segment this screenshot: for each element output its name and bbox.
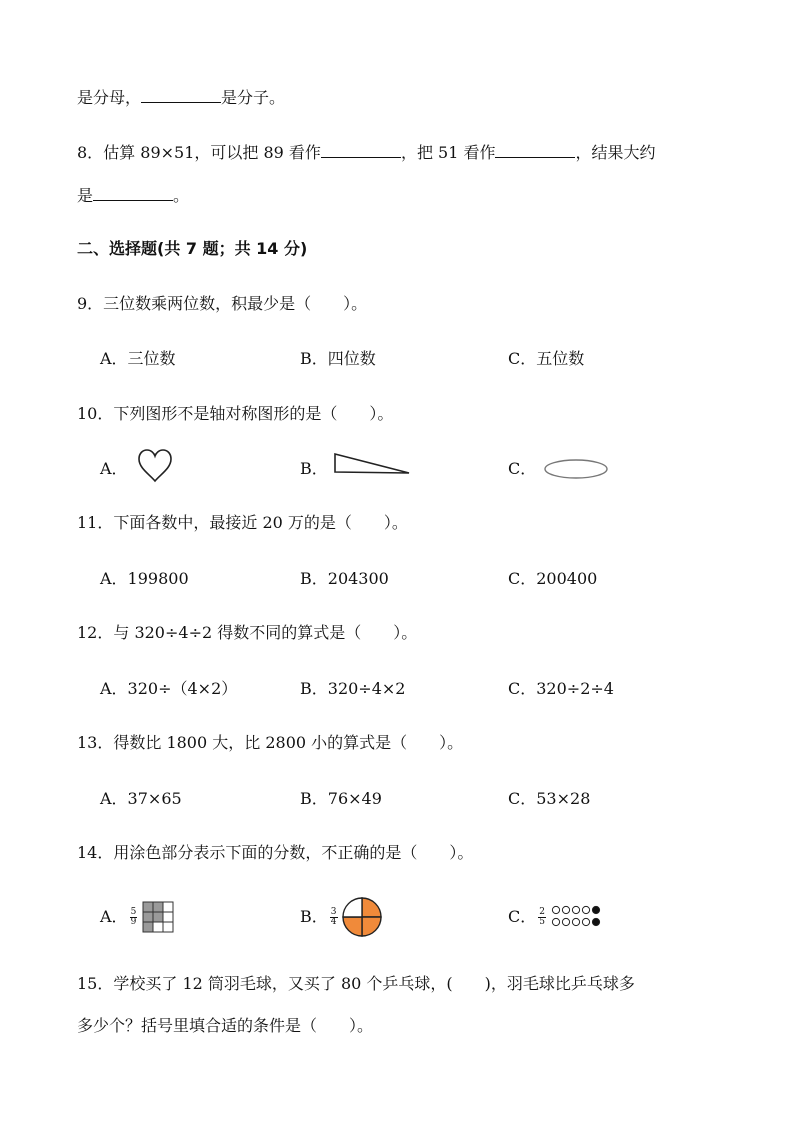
q12-option-a[interactable]: A．320÷（4×2） (100, 679, 238, 698)
grid-cell-shaded (143, 902, 153, 912)
section-heading: 二、选择题(共 7 题；共 14 分) (77, 239, 308, 258)
triangle-icon (333, 452, 413, 476)
q12-stem: 12．与 320÷4÷2 得数不同的算式是（ ）。 (77, 623, 418, 642)
ellipse-icon (543, 458, 611, 480)
q7-tail-post: 是分子。 (221, 88, 286, 107)
q14-option-c[interactable] (508, 906, 549, 928)
q10-stem: 10．下列图形不是轴对称图形的是（ ）。 (77, 404, 394, 423)
circle-sector (343, 898, 362, 917)
dot-empty (562, 906, 569, 913)
q12-option-b[interactable]: B．320÷4×2 (300, 679, 406, 698)
q15-line-2: 多少个？括号里填合适的条件是（ ）。 (77, 1016, 374, 1035)
grid-cell (163, 912, 173, 922)
grid-cell-shaded (153, 902, 163, 912)
circle-sector-shaded (343, 917, 362, 936)
grid-cell (163, 902, 173, 912)
answer-blank[interactable] (495, 141, 575, 158)
option-letter: A． (100, 459, 128, 478)
dots-icon (551, 903, 611, 929)
fraction-denominator: 5 (539, 917, 545, 927)
dot-empty (582, 906, 589, 913)
q8-text-b: ，把 51 看作 (400, 143, 496, 162)
q13-option-a[interactable]: A．37×65 (100, 789, 182, 808)
q14-option-a[interactable] (100, 906, 140, 928)
q11-stem: 11．下面各数中，最接近 20 万的是（ ）。 (77, 513, 408, 532)
fraction-numerator: 5 (130, 907, 137, 917)
q8-text-c: ，结果大约 (575, 143, 656, 162)
q14-stem: 14．用涂色部分表示下面的分数，不正确的是（ ）。 (77, 843, 474, 862)
circle-sector-shaded (362, 898, 381, 917)
option-letter: B． (300, 907, 328, 926)
fraction-numerator: 2 (539, 907, 545, 917)
dot-empty (562, 918, 569, 925)
q7-tail-pre: 是分母， (77, 88, 142, 107)
fraction (538, 908, 546, 927)
q9-option-a[interactable]: A．三位数 (100, 349, 176, 368)
grid-cell (153, 922, 163, 932)
fraction (130, 908, 138, 927)
q8-line-2 (77, 184, 189, 207)
grid-cell (163, 922, 173, 932)
fraction-numerator: 3 (330, 907, 337, 917)
q11-option-a[interactable]: A．199800 (100, 569, 189, 588)
dot-empty (582, 918, 589, 925)
q13-option-b[interactable]: B．76×49 (300, 789, 382, 808)
shaded-circle-icon (341, 895, 383, 939)
dot-filled (592, 906, 599, 913)
q9-option-b[interactable]: B．四位数 (300, 349, 376, 368)
q8-text-d: 是 (77, 186, 94, 205)
q10-option-b[interactable] (300, 458, 328, 480)
q7-tail-line (77, 86, 285, 109)
dot-empty (552, 906, 559, 913)
option-letter: C． (508, 459, 537, 478)
dot-empty (572, 918, 579, 925)
q9-option-c[interactable]: C．五位数 (508, 349, 585, 368)
q14-option-b[interactable] (300, 906, 341, 928)
q8-line-1 (77, 141, 656, 164)
q10-option-c[interactable] (508, 458, 536, 480)
q13-stem: 13．得数比 1800 大，比 2800 小的算式是（ ）。 (77, 733, 464, 752)
grid-cell-shaded (143, 922, 153, 932)
q12-option-c[interactable]: C．320÷2÷4 (508, 679, 614, 698)
heart-outline-icon (136, 448, 174, 484)
q13-option-c[interactable]: C．53×28 (508, 789, 591, 808)
q9-stem: 9．三位数乘两位数，积最少是（ ）。 (77, 294, 368, 313)
answer-blank[interactable] (93, 184, 173, 201)
option-letter: A． (100, 907, 128, 926)
dot-empty (552, 918, 559, 925)
shaded-grid-icon (141, 900, 175, 934)
circle-sector-shaded (362, 917, 381, 936)
q15-line-1: 15．学校买了 12 筒羽毛球，又买了 80 个乒乓球，( )，羽毛球比乒乓球多 (77, 974, 635, 993)
dot-filled (592, 918, 599, 925)
q8-text-e: 。 (173, 186, 190, 205)
q11-option-c[interactable]: C．200400 (508, 569, 598, 588)
grid-cell-shaded (143, 912, 153, 922)
option-letter: C． (508, 907, 537, 926)
q8-text-a: 8．估算 89×51，可以把 89 看作 (77, 143, 321, 162)
answer-blank[interactable] (141, 86, 221, 103)
fraction-denominator: 9 (130, 917, 137, 927)
q10-option-a[interactable] (100, 458, 128, 480)
fraction (330, 908, 338, 927)
fraction-denominator: 4 (330, 917, 337, 927)
option-letter: B． (300, 459, 328, 478)
answer-blank[interactable] (321, 141, 401, 158)
q11-option-b[interactable]: B．204300 (300, 569, 389, 588)
dot-empty (572, 906, 579, 913)
grid-cell-shaded (153, 912, 163, 922)
